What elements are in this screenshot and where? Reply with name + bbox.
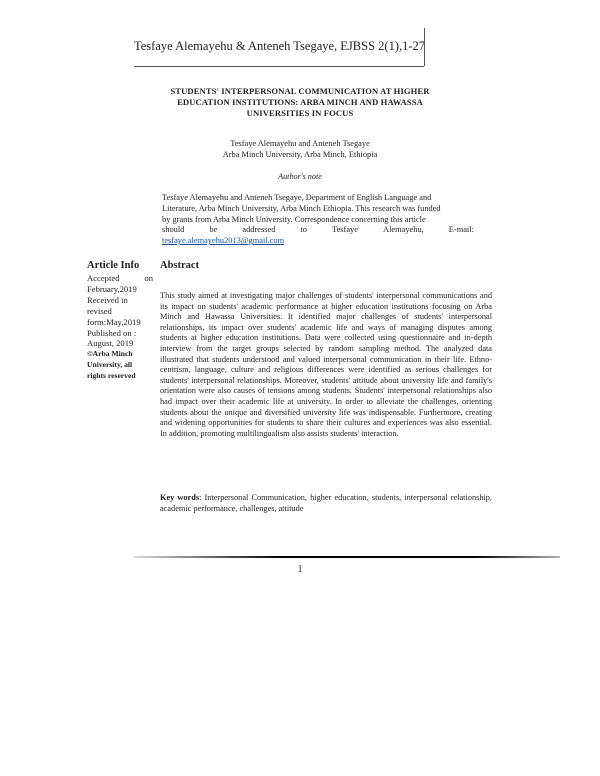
accepted-line bbox=[87, 273, 153, 284]
abstract-text: This study aimed at investigating major challenges of students' interpersonal communications and its impact on students' academic performance at higher education institutions focusing on Arba Minch and Hawassa Universities. It identified major challenges of students' interpersonal relationships, its impact over students' academic life and ways of managing disputes among students at higher education institutions. Data were collected using questionnaire and in-depth interview from the target groups selected by random sampling method. The analyzed data illustrated that students understood and valued interpersonal communication in their life. Ethno-centrism, language, culture and religious differences were identified as serious challenges for students' interpersonal relationships. Moreover, students' attitude about university life and family's orientation were also causes of tensions among students. Students' interpersonal relationships also had impact over their academic life at university. In order to alleviate the challenges, orienting students about the unique and diversified university life was indispensable. Furthermore, creating and widening opportunities for students to share their cultures and experiences was also essential. In addition, promoting multilingualism also assists students' interaction. bbox=[160, 291, 492, 438]
author-note-line bbox=[162, 225, 474, 236]
title-line: UNIVERSITIES IN FOCUS bbox=[246, 108, 354, 118]
header-rule-vertical bbox=[424, 28, 425, 66]
email-link[interactable]: tesfaye.alemayehu2013@gmail.com bbox=[162, 236, 285, 246]
paper-title bbox=[140, 86, 460, 119]
copyright-line: ©Arba Minch bbox=[87, 349, 133, 359]
received-label: Received in bbox=[87, 294, 128, 305]
accepted-date: February,2019 bbox=[87, 283, 137, 294]
title-line: EDUCATION INSTITUTIONS: ARBA MINCH AND HAWASSA bbox=[177, 97, 423, 107]
page-number: 1 bbox=[297, 564, 303, 575]
author-note-word: addressed bbox=[242, 225, 276, 235]
author-note-word: E-mail: bbox=[448, 225, 474, 235]
accepted-label: Accepted bbox=[87, 273, 120, 283]
article-info bbox=[87, 273, 153, 382]
keywords-label: Key words bbox=[160, 493, 200, 502]
author-note-word: be bbox=[209, 225, 218, 235]
published-date: August, 2019 bbox=[87, 338, 134, 349]
author-names: Tesfaye Alemayehu and Anteneh Tsegaye bbox=[230, 139, 370, 148]
author-note-line: Literature, Arba Minch University, Arba Minch Ethiopia. This research was funded bbox=[162, 203, 441, 213]
footer-rule bbox=[134, 556, 560, 558]
header-rule bbox=[134, 66, 424, 67]
article-info-heading: Article Info bbox=[87, 260, 140, 271]
copyright-line: rights reserved bbox=[87, 371, 136, 381]
title-line: STUDENTS' INTERPERSONAL COMMUNICATION AT HIGHER bbox=[170, 86, 430, 96]
author-note-word: Alemayehu, bbox=[383, 225, 424, 235]
author-note-label: Author's note bbox=[278, 172, 322, 181]
accepted-on: on bbox=[144, 273, 153, 283]
keywords bbox=[160, 493, 492, 514]
published-label: Published on : bbox=[87, 327, 137, 338]
author-note bbox=[162, 193, 474, 247]
authors-block bbox=[140, 138, 460, 160]
author-note-word: to bbox=[300, 225, 307, 235]
keywords-text: : Interpersonal Communication, higher education, students, interpersonal relationship, academic performance, challenges, attitude bbox=[160, 493, 492, 513]
author-note-line: Tesfaye Alemayehu and Anteneh Tsegaye, Department of English Language and bbox=[162, 193, 432, 202]
revised-label: revised bbox=[87, 305, 112, 316]
author-note-line: by grants from Arba Minch University. Correspondence concerning this article bbox=[162, 214, 426, 224]
abstract-heading: Abstract bbox=[160, 260, 200, 271]
author-note-word: should bbox=[162, 225, 185, 235]
revised-date: form:May,2019 bbox=[87, 316, 141, 327]
copyright-line: University, all bbox=[87, 360, 133, 370]
author-affiliation: Arba Minch University, Arba Minch, Ethiopia bbox=[222, 150, 378, 159]
author-note-word: Tesfaye bbox=[332, 225, 358, 235]
running-header: Tesfaye Alemayehu & Anteneh Tsegaye, EJBSS 2(1),1-27 bbox=[134, 39, 426, 53]
